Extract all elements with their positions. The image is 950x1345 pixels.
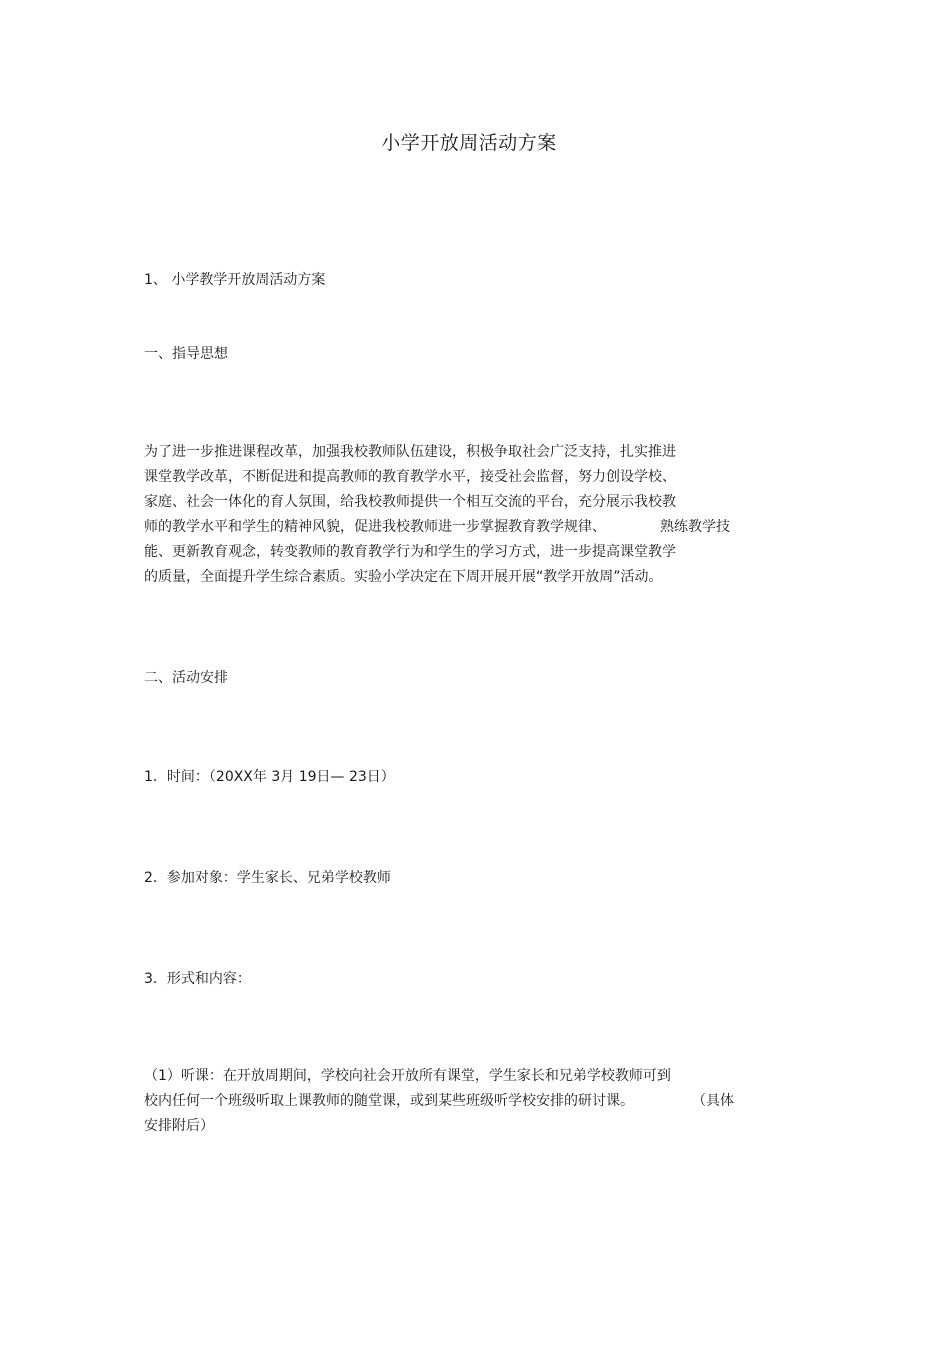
part-2-heading: 二、活动安排: [144, 670, 228, 686]
paragraph-line: [144, 1089, 804, 1114]
paragraph-line: 安排附后）: [144, 1118, 214, 1134]
paragraph-line: 家庭、社会一体化的育人氛围，给我校教师提供一个相互交流的平台，充分展示我校教: [144, 494, 676, 510]
item-participants: 2．参加对象：学生家长、兄弟学校教师: [144, 870, 391, 886]
paragraph-line: （1）听课：在开放周期间，学校向社会开放所有课堂，学生家长和兄弟学校教师可到: [144, 1068, 671, 1084]
paragraph-line-part: 师的教学水平和学生的精神风貌，促进我校教师进一步掌握教育教学规律、: [144, 519, 606, 535]
paragraph-line-part: （具体: [692, 1093, 734, 1109]
item-form-content: 3．形式和内容：: [144, 971, 251, 987]
part-1-heading: 一、指导思想: [144, 346, 228, 362]
paragraph-line: [144, 515, 804, 540]
paragraph-line: 课堂教学改革，不断促进和提高教师的教育教学水平，接受社会监督，努力创设学校、: [144, 469, 676, 485]
section-1-heading: 1、 小学教学开放周活动方案: [144, 272, 326, 288]
paragraph-line: 为了进一步推进课程改革，加强我校教师队伍建设，积极争取社会广泛支持，扎实推进: [144, 444, 676, 460]
paragraph-line-part: 校内任何一个班级听取上课教师的随堂课，或到某些班级听学校安排的研讨课。: [144, 1093, 634, 1109]
paragraph-line-part: 熟练教学技: [660, 519, 730, 535]
document-title: 小学开放周活动方案: [381, 132, 557, 154]
paragraph-line: 的质量，全面提升学生综合素质。实验小学决定在下周开展开展“教学开放周”活动。: [144, 569, 663, 585]
listen-class-paragraph: [144, 1064, 804, 1139]
paragraph-line: 能、更新教育观念，转变教师的教育教学行为和学生的学习方式，进一步提高课堂教学: [144, 544, 676, 560]
guiding-ideology-paragraph: [144, 440, 804, 590]
item-time: 1．时间：（20XX年 3月 19日— 23日）: [144, 769, 395, 785]
